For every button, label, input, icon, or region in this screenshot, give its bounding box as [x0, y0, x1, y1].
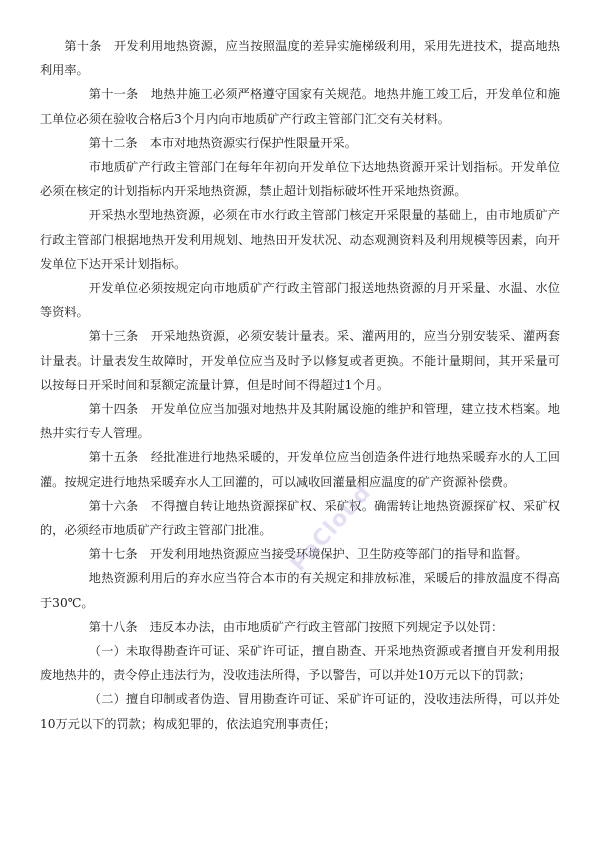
paragraph-article-12-report: 开发单位必须按规定向市地质矿产行政主管部门报送地热资源的月开采量、水温、水位等资料。 — [40, 281, 560, 320]
paragraph-article-10: 第十条 开发利用地热资源，应当按照温度的差异实施梯级利用，采用先进技术，提高地热利用率。 — [40, 39, 560, 78]
paragraph-article-18-item-1: （一）未取得勘查许可证、采矿许可证，擅自勘查、开采地热资源或者擅自开发利用报废地热井的，责令停止违法行为，没收违法所得，予以警告，可以并处10万元以下的罚款； — [40, 644, 560, 683]
paragraph-article-18: 第十八条 违反本办法，由市地质矿产行政主管部门按照下列规定予以处罚： — [88, 619, 504, 634]
paragraph-article-11: 第十一条 地热井施工必须严格遵守国家有关规范。地热井施工竣工后，开发单位和施工单位必须在验收合格后3个月内向市地质矿产行政主管部门汇交有关材料。 — [40, 87, 560, 126]
paragraph-article-12-quota: 市地质矿产行政主管部门在每年年初向开发单位下达地热资源开采计划指标。开发单位必须在核定的计划指标内开采地热资源，禁止超计划指标破坏性开采地热资源。 — [40, 160, 560, 199]
paragraph-article-12-hotwater: 开采热水型地热资源，必须在市水行政主管部门核定开采限量的基础上，由市地质矿产行政主管部门根据地热开发利用规划、地热田开发状况、动态观测资料及利用规模等因素，向开发单位下达开采计划指标。 — [40, 208, 560, 271]
paragraph-article-15: 第十五条 经批准进行地热采暖的，开发单位应当创造条件进行地热采暖弃水的人工回灌。按规定进行地热采暖弃水人工回灌的，可以减收回灌量相应温度的矿产资源补偿费。 — [40, 450, 560, 489]
document-body — [40, 34, 560, 736]
paragraph-article-17: 第十七条 开发利用地热资源应当接受环境保护、卫生防疫等部门的指导和监督。 — [88, 547, 528, 562]
paragraph-article-17-discharge: 地热资源利用后的弃水应当符合本市的有关规定和排放标准，采暖后的排放温度不得高于30℃。 — [40, 571, 560, 610]
paragraph-article-13: 第十三条 开采地热资源，必须安装计量表。采、灌两用的，应当分别安装采、灌两套计量表。计量表发生故障时，开发单位应当及时予以修复或者更换。不能计量期间，其开采量可以按每日开采时间和泵额定流量计算，但是时间不得超过1个月。 — [40, 329, 560, 392]
paragraph-article-12: 第十二条 本市对地热资源实行保护性限量开采。 — [88, 135, 357, 150]
paragraph-article-14: 第十四条 开发单位应当加强对地热井及其附属设施的维护和管理，建立技术档案。地热井实行专人管理。 — [40, 402, 560, 441]
paragraph-article-16: 第十六条 不得擅自转让地热资源探矿权、采矿权。确需转让地热资源探矿权、采矿权的，必须经市地质矿产行政主管部门批准。 — [40, 498, 560, 538]
paragraph-article-18-item-2: （二）擅自印制或者伪造、冒用勘查许可证、采矿许可证的，没收违法所得，可以并处10万元以下的罚款；构成犯罪的，依法追究刑事责任； — [40, 692, 560, 731]
watermark-logo: PaCloud — [286, 480, 377, 577]
